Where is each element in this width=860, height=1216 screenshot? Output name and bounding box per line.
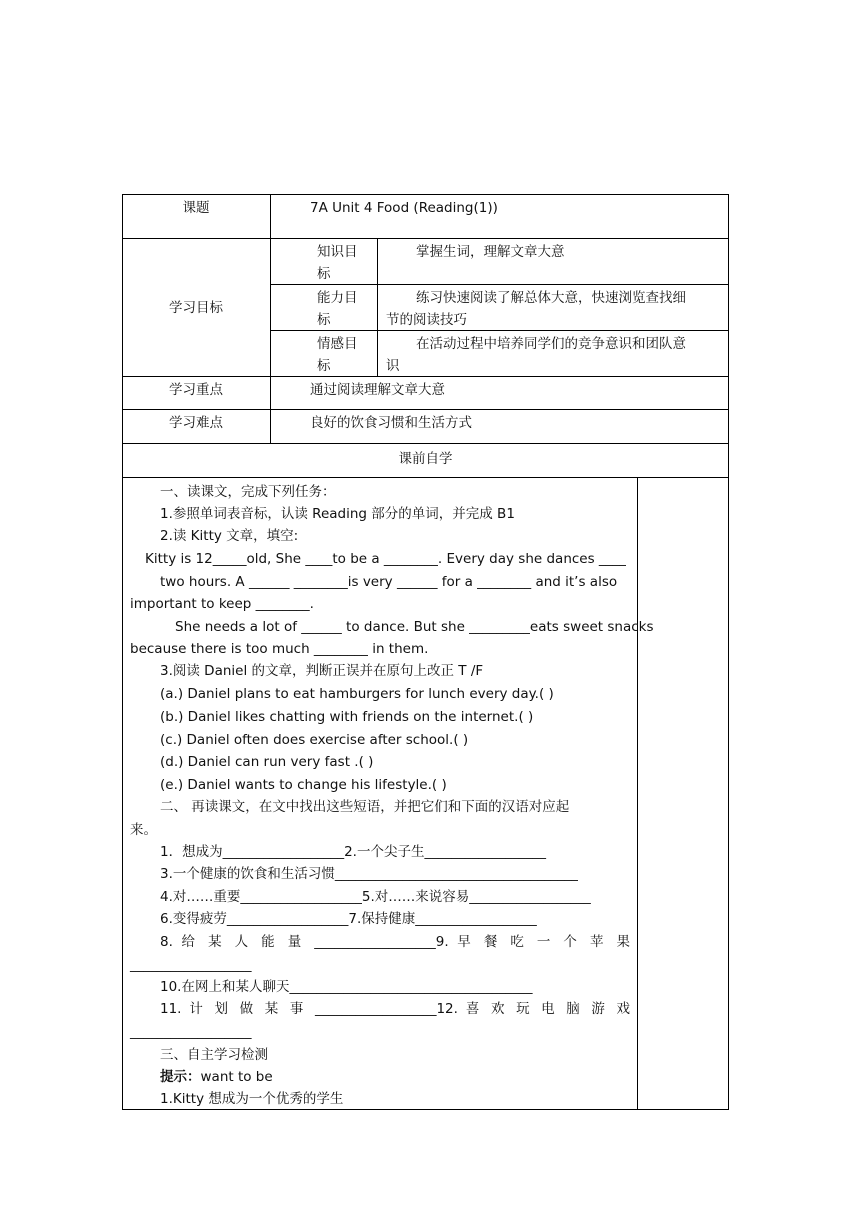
kitty-fill-line: She needs a lot of ______ to dance. But she _________eats sweet snacks xyxy=(175,619,654,635)
phrase-line: 6.变得疲劳__________________7.保持健康__________________ xyxy=(160,911,537,927)
section-title: 课前自学 xyxy=(398,451,453,467)
objective-type: 能力目 xyxy=(317,290,358,306)
objective-type: 情感目 xyxy=(317,336,358,352)
topic-label: 课题 xyxy=(182,200,210,216)
focus-value: 通过阅读理解文章大意 xyxy=(310,382,445,398)
table-col-divider xyxy=(377,238,378,377)
phrase-line: 4.对……重要__________________5.对……来说容易__________________ xyxy=(160,889,591,905)
objective-content: 练习快速阅读了解总体大意，快速浏览查找细 xyxy=(416,290,686,306)
phrase-line: 11. 计 划 做 某 事 __________________12. 喜 欢 玩 电 脑 游 戏 xyxy=(160,1001,630,1017)
phrase-line: 1．想成为__________________2.一个尖子生__________________ xyxy=(160,844,546,860)
table-row-divider xyxy=(122,376,729,377)
difficulty-label: 学习难点 xyxy=(169,415,223,431)
table-border-right xyxy=(728,194,729,1110)
difficulty-value: 良好的饮食习惯和生活方式 xyxy=(310,415,472,431)
objective-content-cont: 识 xyxy=(386,358,400,374)
part2-title-cont: 来。 xyxy=(130,822,157,838)
objective-type-cont: 标 xyxy=(317,312,331,328)
table-row-divider xyxy=(270,330,729,331)
objective-type-cont: 标 xyxy=(317,358,331,374)
objective-content: 在活动过程中培养同学们的竞争意识和团队意 xyxy=(416,336,686,352)
phrase-line: 8. 给 某 人 能 量 __________________9. 早 餐 吃 一 个 苹 果 xyxy=(160,934,630,950)
table-border-top xyxy=(122,194,729,195)
phrase-line-cont: __________________ xyxy=(130,957,252,973)
phrase-line: 10.在网上和某人聊天____________________________________ xyxy=(160,979,533,995)
phrase-line-cont: __________________ xyxy=(130,1024,252,1040)
focus-label: 学习重点 xyxy=(169,382,223,398)
task-2: 2.读 Kitty 文章，填空: xyxy=(160,528,299,544)
table-row-divider xyxy=(122,238,729,239)
hint-label: 提示： xyxy=(160,1069,201,1085)
table-row-divider xyxy=(270,284,729,285)
table-row-divider xyxy=(122,443,729,444)
task-3: 3.阅读 Daniel 的文章，判断正误并在原句上改正 T /F xyxy=(160,663,484,679)
part2-title: 二、 再读课文，在文中找出这些短语，并把它们和下面的汉语对应起 xyxy=(160,799,570,815)
hint-value: want to be xyxy=(200,1069,273,1085)
tf-item: (d.) Daniel can run very fast .( ) xyxy=(160,754,374,770)
part3-title: 三、自主学习检测 xyxy=(160,1047,268,1063)
task-1: 1.参照单词表音标，认读 Reading 部分的单词，并完成 B1 xyxy=(160,506,515,522)
tf-item: (e.) Daniel wants to change his lifestyle.( ) xyxy=(160,777,447,793)
objectives-label: 学习目标 xyxy=(169,300,223,316)
tf-item: (a.) Daniel plans to eat hamburgers for lunch every day.( ) xyxy=(160,686,554,702)
objective-type-cont: 标 xyxy=(317,266,331,282)
objective-content: 掌握生词，理解文章大意 xyxy=(416,244,565,260)
tf-item: (c.) Daniel often does exercise after school.( ) xyxy=(160,732,469,748)
hint-line xyxy=(160,1068,273,1086)
kitty-fill-line: because there is too much ________ in them. xyxy=(130,641,429,657)
table-row-divider xyxy=(122,409,729,410)
table-col-divider xyxy=(637,477,638,1110)
phrase-line: 3.一个健康的饮食和生活习惯____________________________________ xyxy=(160,866,578,882)
kitty-fill-line: Kitty is 12_____old, She ____to be a ________. Every day she dances ____ xyxy=(145,551,626,567)
table-border-left xyxy=(122,194,123,1110)
table-col-divider xyxy=(270,194,271,444)
tf-item: (b.) Daniel likes chatting with friends on the internet.( ) xyxy=(160,709,534,725)
objective-type: 知识目 xyxy=(317,244,358,260)
part1-title: 一、读课文，完成下列任务： xyxy=(160,484,336,500)
objective-content-cont: 节的阅读技巧 xyxy=(386,312,467,328)
kitty-fill-line: two hours. A ______ ________is very ______ for a ________ and it’s also xyxy=(160,574,618,590)
kitty-fill-line: important to keep ________. xyxy=(130,596,314,612)
check-item: 1.Kitty 想成为一个优秀的学生 xyxy=(160,1091,344,1107)
topic-value: 7A Unit 4 Food (Reading(1)) xyxy=(310,200,498,216)
